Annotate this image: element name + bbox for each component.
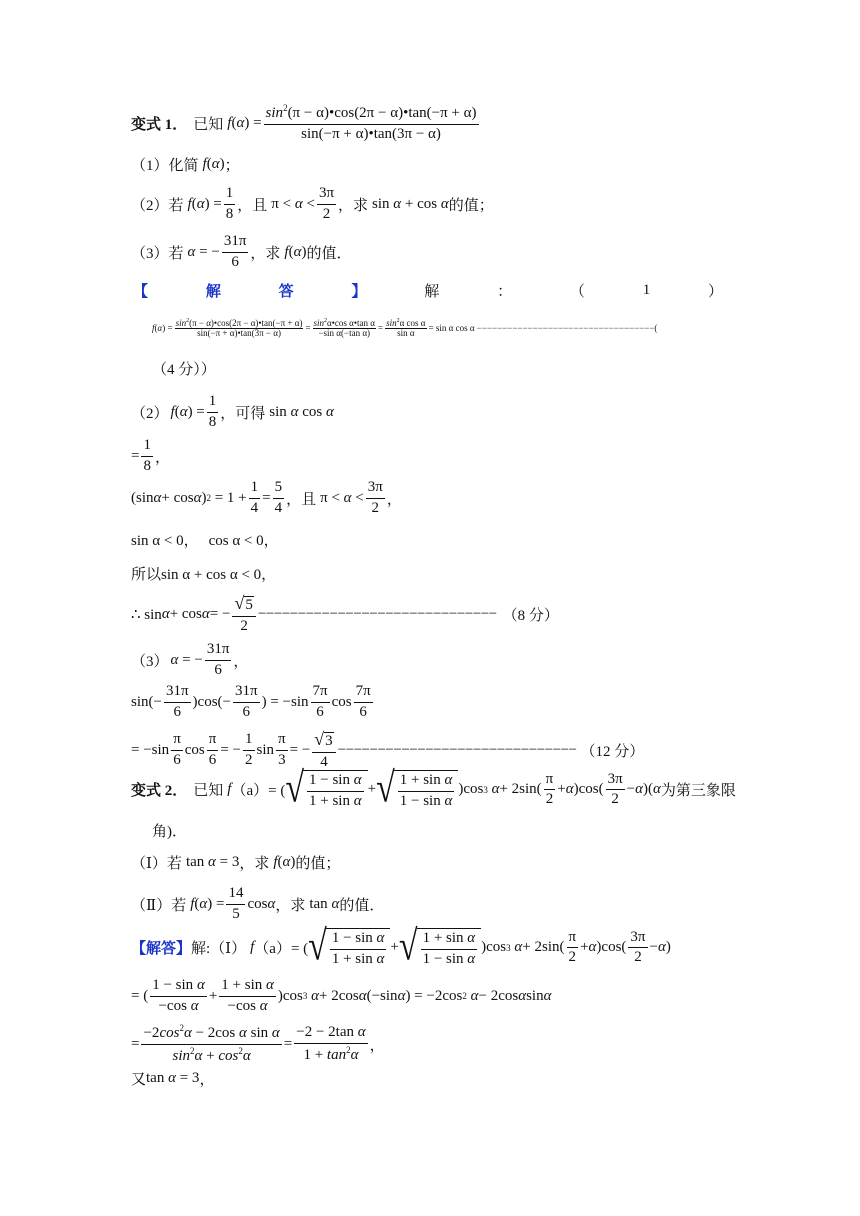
answer-p2-line6: ∴ sin α + cos α = − $\frac{√5}{2}$ −−−−−−−−−−−−−−−−−−−−−−−−−−−−−− （8 分） [131, 593, 559, 634]
answer-p3-line3: = −sin $\frac{\pi}{6}$ cos $\frac{\pi}{6}$ = − $\frac{1}{2}$ sin $\frac{\pi}{3}$ = − $\frac{√3}{4}$ −−−−−−−−−−−−−−−−−−−−−−−−−−−−−− （12 分） [131, 729, 645, 770]
score-8: （8 分） [502, 607, 559, 624]
v1-given: 已知 [193, 116, 224, 133]
v1-q2: （2）若 f ( α ) = $\frac{1}{8}$ ，且 π < α < $\frac{3\pi}{2}$ ，求 sin α + cos α 的值； [131, 185, 494, 222]
v2-q2: （Ⅱ）若 f ( α ) = $\frac{14}{5}$ cos α ，求 tan α 的值． [131, 885, 385, 922]
answer-p2-line5: 所以 sin α + cos α < 0， [131, 567, 277, 583]
answer-p3-line1: （3） α = − $\frac{31\pi}{6}$ ， [131, 641, 249, 678]
v2-problem-line: 变式 2． 已知 f （a）= ( √ $\frac{\text{1 − sin α}}{\text{1 + sin α}}$ + √ $\frac{\text{1 + sin α}}{\text{1 − sin α}}$ )cos 3 α + 2sin( $\frac{\pi}{2}$ + α )cos( $\frac{3\pi}{2}$ − α )( α 为第三象限 [131, 765, 736, 812]
answer2-tag: 【解答】 [131, 941, 192, 958]
answer2-line1: 【解答】 解:（Ⅰ） f （a）= ( √ $\frac{\text{1 − sin α}}{\text{1 + sin α}}$ + √ $\frac{\text{1 + sin α}}{\text{1 − sin α}}$ )cos 3 α + 2sin( $\frac{\pi}{2}$ + α )cos( $\frac{3\pi}{2}$ − α ) [131, 923, 671, 970]
answer2-line3: = $\frac{-2\cos^2\alpha - 2\cos \alpha \sin \alpha}{\sin^2\alpha + \cos^2\alpha}$ = $\frac{\text{−2 − 2tan α}}{1 + \tan^2\alpha}$ ， [131, 1023, 385, 1064]
answer-p2-line3: (sin α + cos α ) 2 = 1 + $\frac{1}{4}$ = $\frac{5}{4}$ ，且 π < α < $\frac{3\pi}{2}$ ， [131, 479, 402, 516]
answer-p1-formula: f ( α ) = $\frac{\sin^2(\pi - \alpha)•\cos(2\pi - \alpha)•\tan(-\pi + \alpha)}{\sin(-\pi + \alpha)•\tan(3\pi - \alpha)}$ = $\frac{\sin^2\alpha•\cos \alpha•\tan \alpha}{\text{−sin α(−tan α)}}$ = $\frac{\sin^2\alpha \cos \alpha}{\text{sin α}}$ = sin α cos α −−−−−−−−−−−−−−−−−−−−−−−−−−−−−−−−−−−( [152, 318, 658, 339]
v1-problem-line: 变式 1． 已知 f ( α ) = $\frac{\sin^2(\pi - \alpha)•\cos(2\pi - \alpha)•\tan(-\pi + \alpha)}{\sin(-\pi + \alpha)•\tan(3\pi - \alpha)}$ [131, 103, 477, 142]
v1-title: 变式 1． [131, 116, 188, 133]
score-12: （12 分） [580, 743, 645, 760]
v2-given: 已知 [193, 783, 224, 800]
v1-q3: （3）若 α = − $\frac{31\pi}{6}$ ，求 f ( α ) 的值． [131, 233, 352, 270]
answer-p2-line4: sin α < 0， cos α < 0， [131, 533, 279, 549]
answer-p2-line1: （2） f ( α ) = $\frac{1}{8}$ ，可得 sin α cos α [131, 393, 334, 430]
answer2-line2: = ( $\frac{\text{1 − sin α}}{\text{−cos α}}$ + $\frac{\text{1 + sin α}}{\text{−cos α}}$ )cos 3 α + 2cos α (−sin α ) = −2cos 2 α − 2cos α sin α [131, 977, 552, 1014]
answer-p2-line2: = $\frac{1}{8}$ ， [131, 437, 170, 474]
v1-formula: $\frac{\sin^2(\pi - \alpha)•\cos(2\pi - \alpha)•\tan(-\pi + \alpha)}{\sin(-\pi + \alpha)•\tan(3\pi - \alpha)}$ [265, 103, 477, 142]
v1-q1: （1）化简 f ( α ) ； [131, 156, 240, 174]
answer-header: 【 解 答 】 解 ： （ 1 ） [133, 282, 723, 300]
answer2-line4: 又 tan α = 3 ， [131, 1070, 215, 1088]
v2-title: 变式 2． [131, 783, 188, 800]
v2-q1: （Ⅰ）若 tan α = 3 ，求 f ( α ) 的值； [131, 854, 341, 872]
score-4: （4 分）） [152, 362, 216, 378]
v2-cont: 角)． [152, 824, 187, 840]
answer-p3-line2: sin(− $\frac{31\pi}{6}$ )cos(− $\frac{31\pi}{6}$ ) = −sin $\frac{7\pi}{6}$ cos $\frac{7\pi}{6}$ [131, 683, 371, 720]
